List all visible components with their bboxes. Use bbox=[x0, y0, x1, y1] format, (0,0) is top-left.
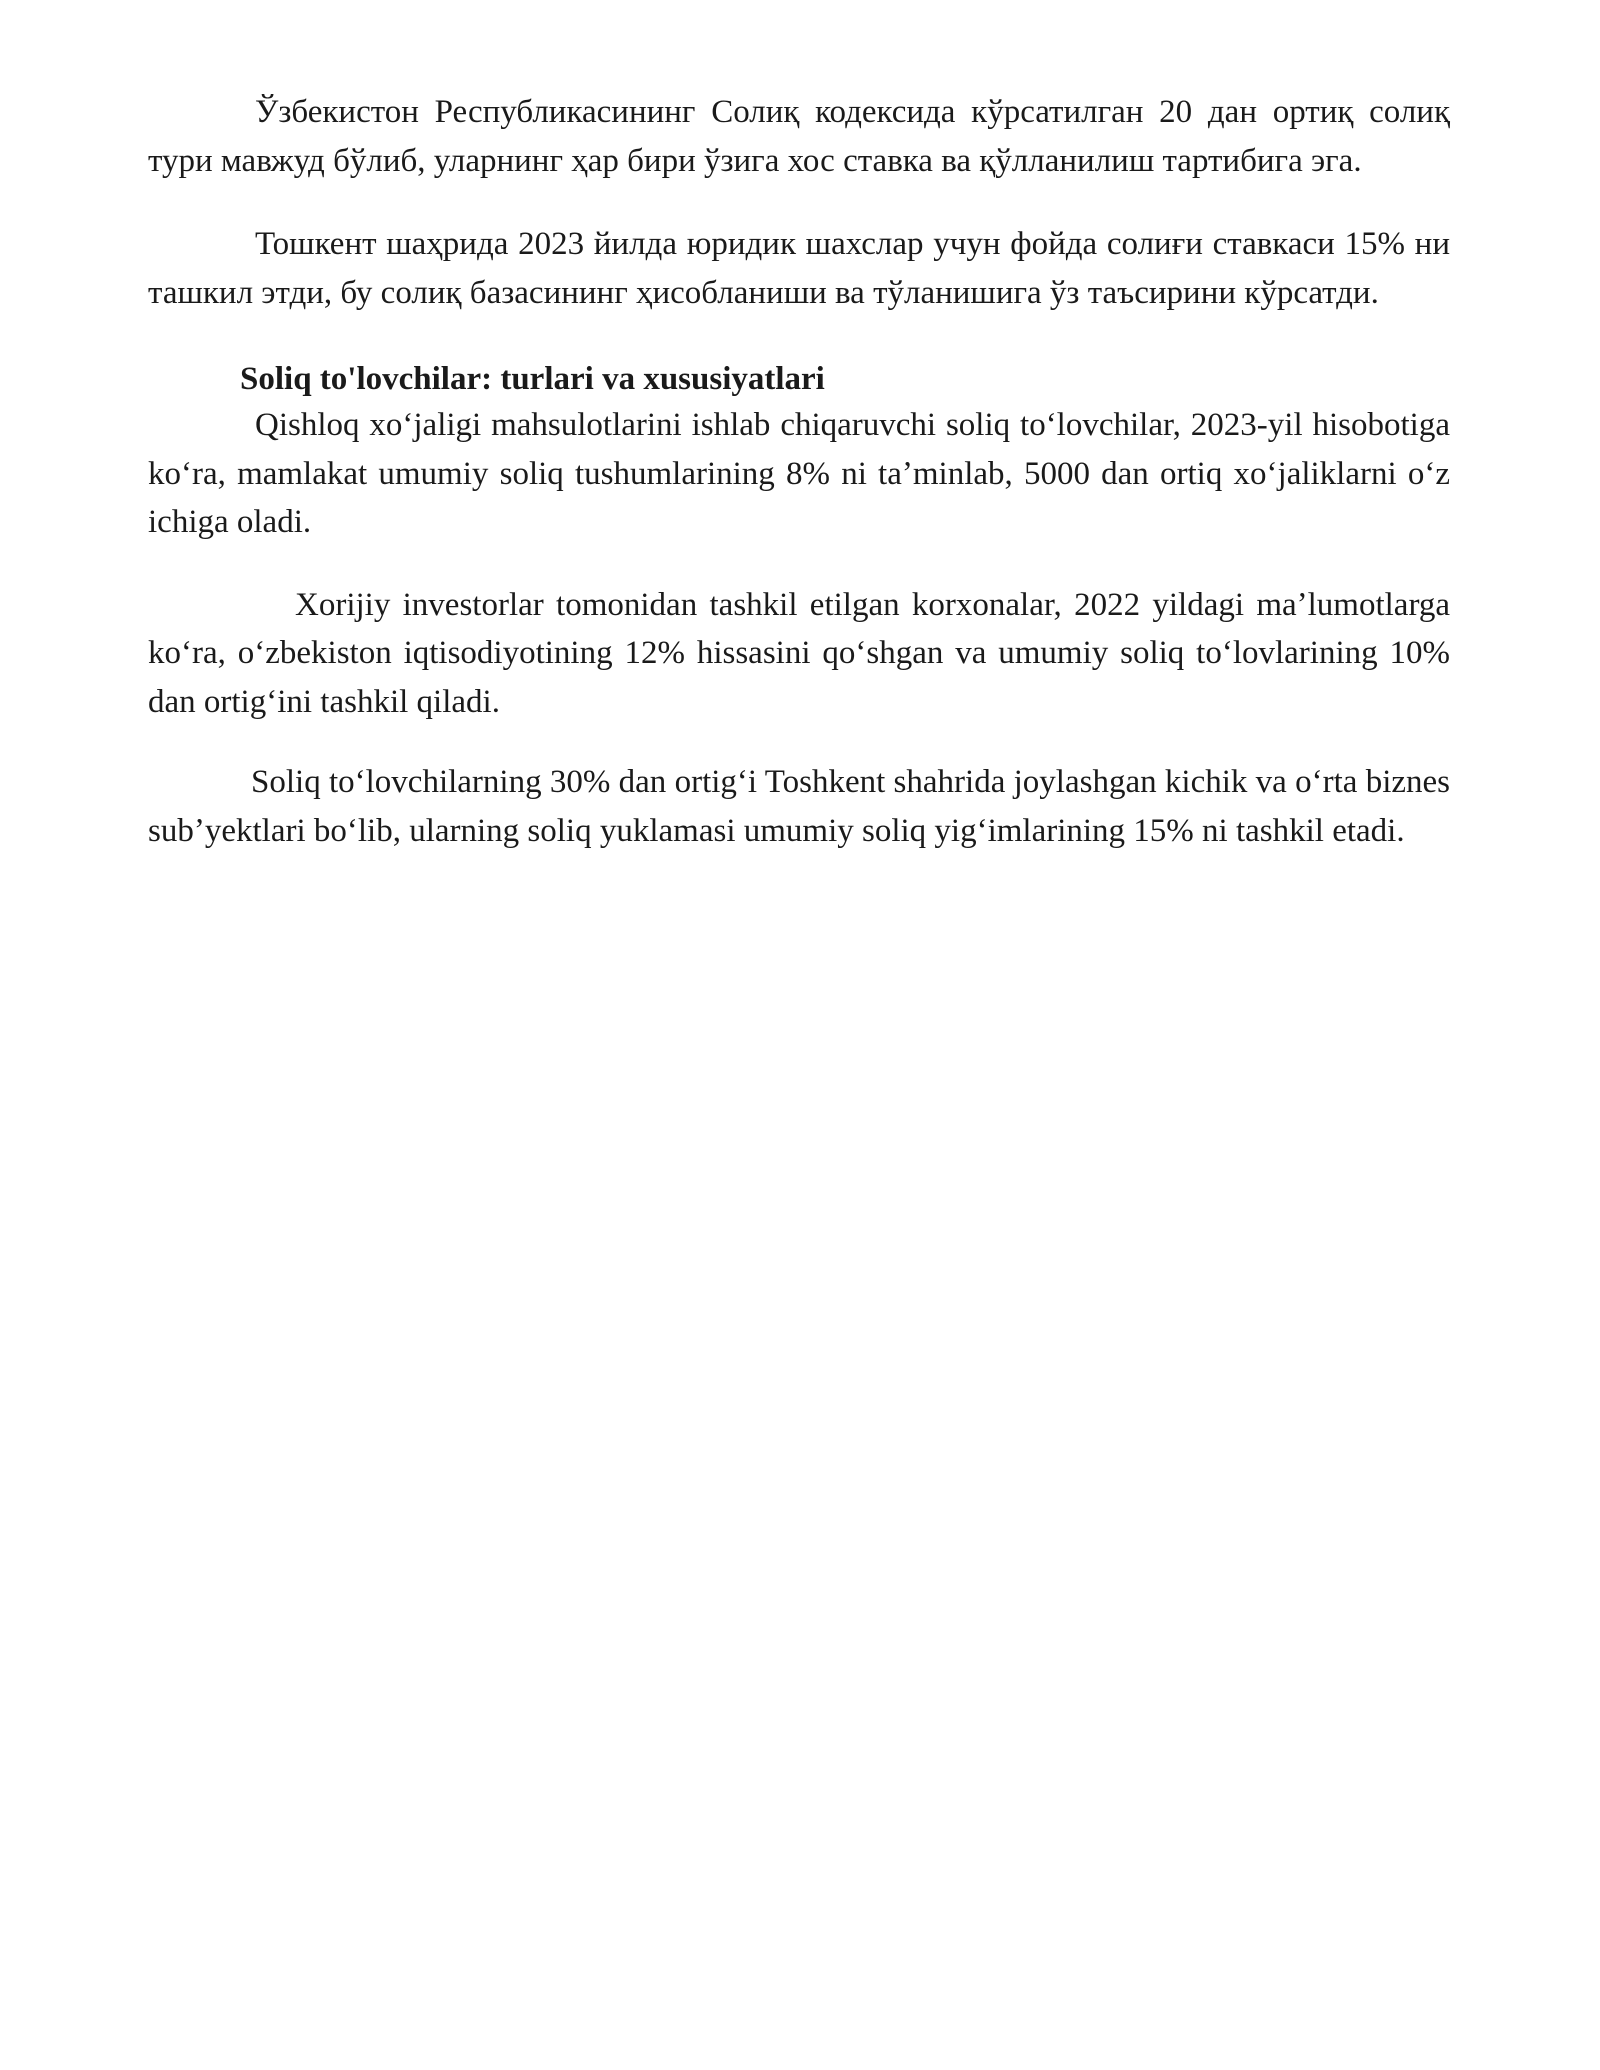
document-page bbox=[148, 88, 1450, 855]
paragraph-agriculture-taxpayers: Qishloq xoʻjaligi mahsulotlarini ishlab chiqaruvchi soliq toʻlovchilar, 2023-yil hisobotiga koʻra, mamlakat umumiy soliq tushumlarining 8% ni taʼminlab, 5000 dan ortiq xoʻjaliklarni oʻz ichiga oladi. bbox=[148, 407, 1450, 540]
paragraph-tax-code: Ўзбекистон Республикасининг Солиқ кодексида кўрсатилган 20 дан ортиқ солиқ тури мавжуд бўлиб, уларнинг ҳар бири ўзига хос ставка ва қўлланилиш тартибига эга. bbox=[148, 94, 1450, 179]
paragraph-tashkent-profit-tax: Тошкент шаҳрида 2023 йилда юридик шахслар учун фойда солиғи ставкаси 15% ни ташкил этди, бу солиқ базасининг ҳисобланиши ва тўланишига ўз таъсирини кўрсатди. bbox=[148, 226, 1450, 311]
paragraph-foreign-investors: Xorijiy investorlar tomonidan tashkil etilgan korxonalar, 2022 yildagi maʼlumotlarga koʻra, oʻzbekiston iqtisodiyotining 12% hissasini qoʻshgan va umumiy soliq toʻlovlarining 10% dan ortigʻini tashkil qiladi. bbox=[148, 586, 1450, 720]
section-heading: Soliq to'lovchilar: turlari va xususiyatlari bbox=[240, 361, 825, 397]
paragraph-small-business: Soliq toʻlovchilarning 30% dan ortigʻi Toshkent shahrida joylashgan kichik va oʻrta biznes subʼyektlari boʻlib, ularning soliq yuklamasi umumiy soliq yigʻimlarining 15% ni tashkil etadi. bbox=[148, 764, 1450, 849]
